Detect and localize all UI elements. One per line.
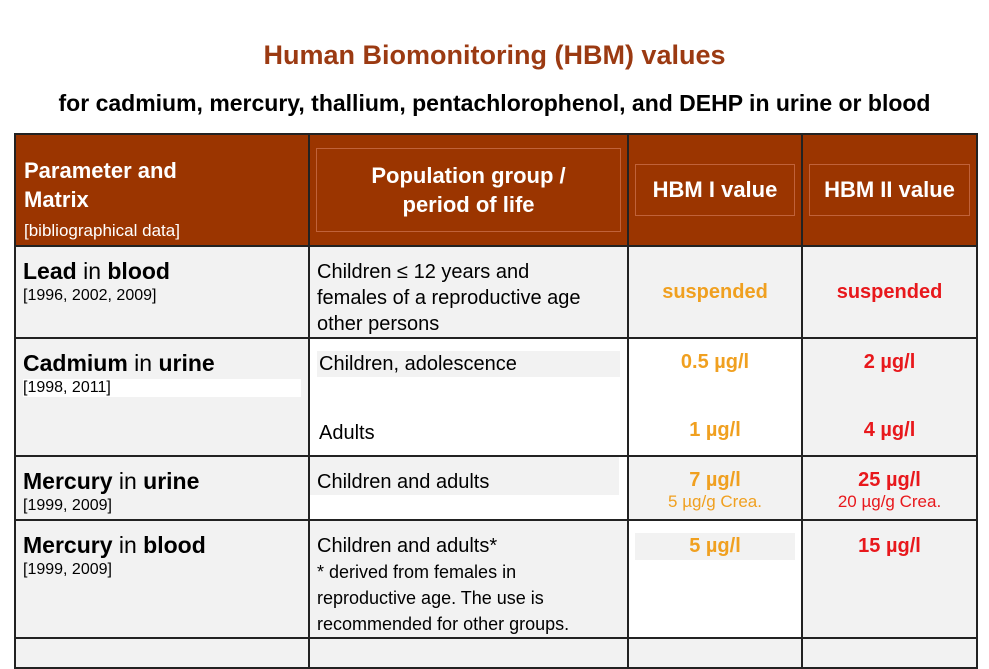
mercury-urine-hbm2: 25 µg/l: [858, 469, 921, 491]
hbm-values-table: [14, 133, 978, 669]
header-hbm2-label: HBM II value: [809, 164, 970, 216]
table-row: [15, 520, 977, 638]
cadmium-in: in: [127, 350, 159, 376]
cadmium-hbm2-cell: [802, 338, 977, 456]
header-group-line1: Population group /: [371, 163, 566, 188]
mercury-blood-note-line1: * derived from females in: [317, 562, 517, 582]
lead-group-line2: females of a reproductive age: [317, 287, 581, 309]
mercury-blood-bibliography: [1999, 2009]: [23, 561, 112, 578]
mercury-blood-parameter-cell: [15, 520, 309, 638]
mercury-blood-matrix: blood: [143, 532, 206, 558]
mercury-urine-group-cell: [309, 456, 628, 520]
mercury-urine-hbm2-crea: 20 µg/g Crea.: [837, 492, 942, 511]
header-hbm2: [802, 134, 977, 246]
cadmium-bibliography: [1998, 2011]: [23, 379, 301, 397]
table-row: [15, 246, 977, 338]
lead-parameter-cell: [15, 246, 309, 338]
cadmium-matrix: urine: [158, 350, 215, 376]
mercury-urine-substance: Mercury: [23, 468, 113, 494]
cut-off-cell: [309, 638, 628, 668]
lead-in: in: [76, 258, 108, 284]
cut-off-cell: [628, 638, 802, 668]
mercury-blood-group: Children and adults*: [317, 535, 498, 557]
header-group-line2: period of life: [402, 192, 535, 217]
header-parameter-line2: Matrix: [24, 187, 89, 212]
mercury-urine-in: in: [112, 468, 144, 494]
mercury-blood-hbm1: 5 µg/l: [635, 533, 795, 560]
mercury-blood-group-cell: [309, 520, 628, 638]
lead-hbm2-cell: [802, 246, 977, 338]
lead-substance: Lead: [23, 258, 77, 284]
lead-matrix: blood: [107, 258, 170, 284]
lead-group-line1: Children ≤ 12 years and: [317, 261, 530, 283]
header-hbm1-label: HBM I value: [635, 164, 795, 216]
header-population-group: [309, 134, 628, 246]
cadmium-hbm1-b: 1 µg/l: [689, 419, 741, 441]
cadmium-group-a: Children, adolescence: [317, 351, 620, 377]
cadmium-hbm1-cell: [628, 338, 802, 456]
mercury-blood-hbm1-cell: [628, 520, 802, 638]
document-title: Human Biomonitoring (HBM) values: [263, 40, 726, 70]
lead-group-cell: [309, 246, 628, 338]
header-hbm1: [628, 134, 802, 246]
mercury-urine-hbm1: 7 µg/l: [689, 469, 741, 491]
lead-hbm2-value: suspended: [836, 280, 943, 303]
mercury-urine-matrix: urine: [143, 468, 200, 494]
table-row: [15, 638, 977, 668]
mercury-urine-hbm1-crea: 5 µg/g Crea.: [668, 492, 762, 511]
mercury-urine-parameter-cell: [15, 456, 309, 520]
mercury-blood-substance: Mercury: [23, 532, 113, 558]
cadmium-hbm2-b: 4 µg/l: [863, 419, 916, 441]
mercury-blood-hbm2: 15 µg/l: [858, 535, 921, 557]
mercury-blood-note-line3: recommended for other groups.: [317, 614, 570, 634]
mercury-blood-note-line2: reproductive age. The use is: [317, 588, 544, 608]
lead-bibliography: [1996, 2002, 2009]: [23, 287, 157, 304]
header-parameter: [15, 134, 309, 246]
lead-hbm1-cell: [628, 246, 802, 338]
table-header-row: [15, 134, 977, 246]
mercury-urine-group: Children and adults: [310, 457, 619, 495]
lead-group-line3: other persons: [317, 313, 440, 335]
cadmium-group-b: Adults: [319, 422, 375, 444]
cadmium-substance: Cadmium: [23, 350, 128, 376]
document-subtitle: for cadmium, mercury, thallium, pentachlorophenol, and DEHP in urine or blood: [58, 90, 931, 116]
cadmium-hbm2-a: 2 µg/l: [863, 351, 916, 373]
mercury-urine-hbm1-cell: [628, 456, 802, 520]
cut-off-cell: [802, 638, 977, 668]
header-parameter-line1: Parameter and: [24, 158, 177, 183]
mercury-blood-hbm2-cell: [802, 520, 977, 638]
lead-hbm1-value: suspended: [662, 280, 768, 303]
cadmium-parameter-cell: [15, 338, 309, 456]
mercury-blood-in: in: [112, 532, 144, 558]
table-row: [15, 456, 977, 520]
table-row: [15, 338, 977, 456]
cadmium-group-cell: [309, 338, 628, 456]
cadmium-hbm1-a: 0.5 µg/l: [680, 351, 750, 373]
cut-off-cell: [15, 638, 309, 668]
header-bibliographical: [bibliographical data]: [24, 221, 180, 240]
mercury-urine-hbm2-cell: [802, 456, 977, 520]
mercury-urine-bibliography: [1999, 2009]: [23, 497, 112, 514]
